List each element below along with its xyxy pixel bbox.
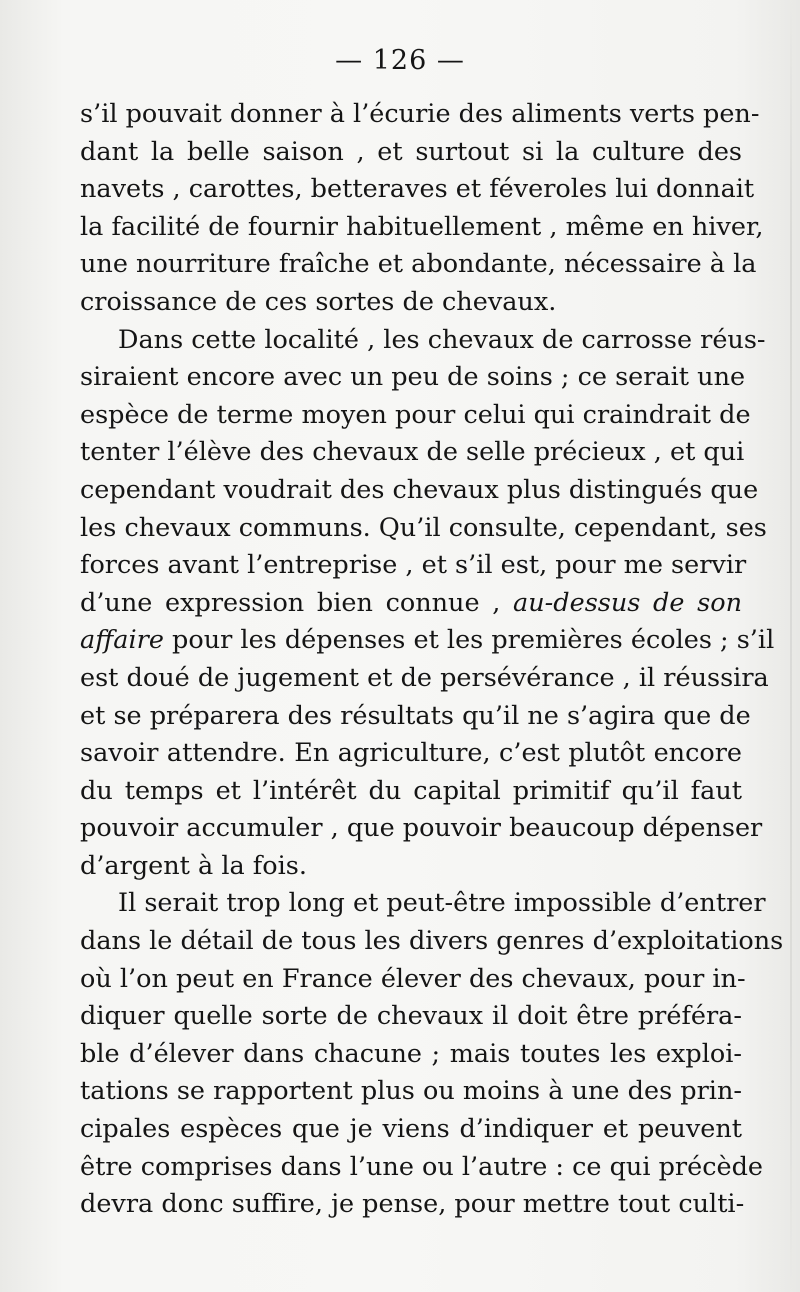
- text-line: espèce de terme moyen pour celui qui craindrait de: [80, 399, 751, 430]
- text-line: siraient encore avec un peu de soins ; ce serait une: [80, 362, 746, 393]
- text-line: savoir attendre. En agriculture, c’est plutôt encore: [80, 738, 742, 769]
- text-line: une nourriture fraîche et abondante, nécessaire à la: [80, 249, 757, 280]
- text-line: où l’on peut en France élever des chevaux, pour in-: [80, 963, 746, 994]
- text-line: Il serait trop long et peut-être impossible d’entrer: [118, 888, 766, 919]
- text-line: cependant voudrait des chevaux plus distingués que: [80, 474, 759, 505]
- text-line: diquer quelle sorte de chevaux il doit être préféra-: [80, 1001, 742, 1032]
- text-line: navets , carottes, betteraves et féveroles lui donnait: [80, 174, 755, 205]
- page-edge-shadow: [790, 0, 792, 1292]
- page-body-text: [80, 96, 784, 1224]
- text-line: s’il pouvait donner à l’écurie des aliments verts pen-: [80, 99, 760, 129]
- text-line: dant la belle saison , et surtout si la culture des: [80, 136, 742, 167]
- text-line: devra donc suffire, je pense, pour mettre tout culti-: [80, 1189, 745, 1220]
- text-line: est doué de jugement et de persévérance , il réussira: [80, 662, 769, 693]
- text-line: croissance de ces sortes de chevaux.: [80, 286, 557, 317]
- text-line: être comprises dans l’une ou l’autre : ce qui précède: [80, 1151, 763, 1182]
- italic-phrase: au-dessus de son: [513, 587, 742, 618]
- text-line: forces avant l’entreprise , et s’il est, pour me servir: [80, 550, 747, 581]
- text-line: du temps et l’intérêt du capital primitif qu’il faut: [80, 775, 742, 806]
- text-line: affaire pour les dépenses et les premières écoles ; s’il: [80, 625, 775, 656]
- text-line: les chevaux communs. Qu’il consulte, cependant, ses: [80, 512, 767, 543]
- text-line: d’argent à la fois.: [80, 850, 307, 881]
- text-line: dans le détail de tous les divers genres d’exploitations: [80, 926, 784, 957]
- italic-phrase: affaire: [80, 625, 164, 656]
- text-line: et se préparera des résultats qu’il ne s’agira que de: [80, 700, 751, 731]
- text-line: tenter l’élève des chevaux de selle précieux , et qui: [80, 437, 745, 468]
- text-line: d’une expression bien connue , au-dessus de son: [80, 587, 742, 618]
- page-number-header: — 126 —: [335, 45, 465, 76]
- text-line: Dans cette localité , les chevaux de carrosse réus-: [118, 324, 766, 355]
- text-line: pouvoir accumuler , que pouvoir beaucoup dépenser: [80, 813, 763, 844]
- text-line: tations se rapportent plus ou moins à une des prin-: [80, 1076, 742, 1107]
- text-line: cipales espèces que je viens d’indiquer et peuvent: [80, 1114, 742, 1145]
- text-line: ble d’élever dans chacune ; mais toutes les exploi-: [80, 1038, 742, 1069]
- text-line: la facilité de fournir habituellement , même en hiver,: [80, 211, 764, 242]
